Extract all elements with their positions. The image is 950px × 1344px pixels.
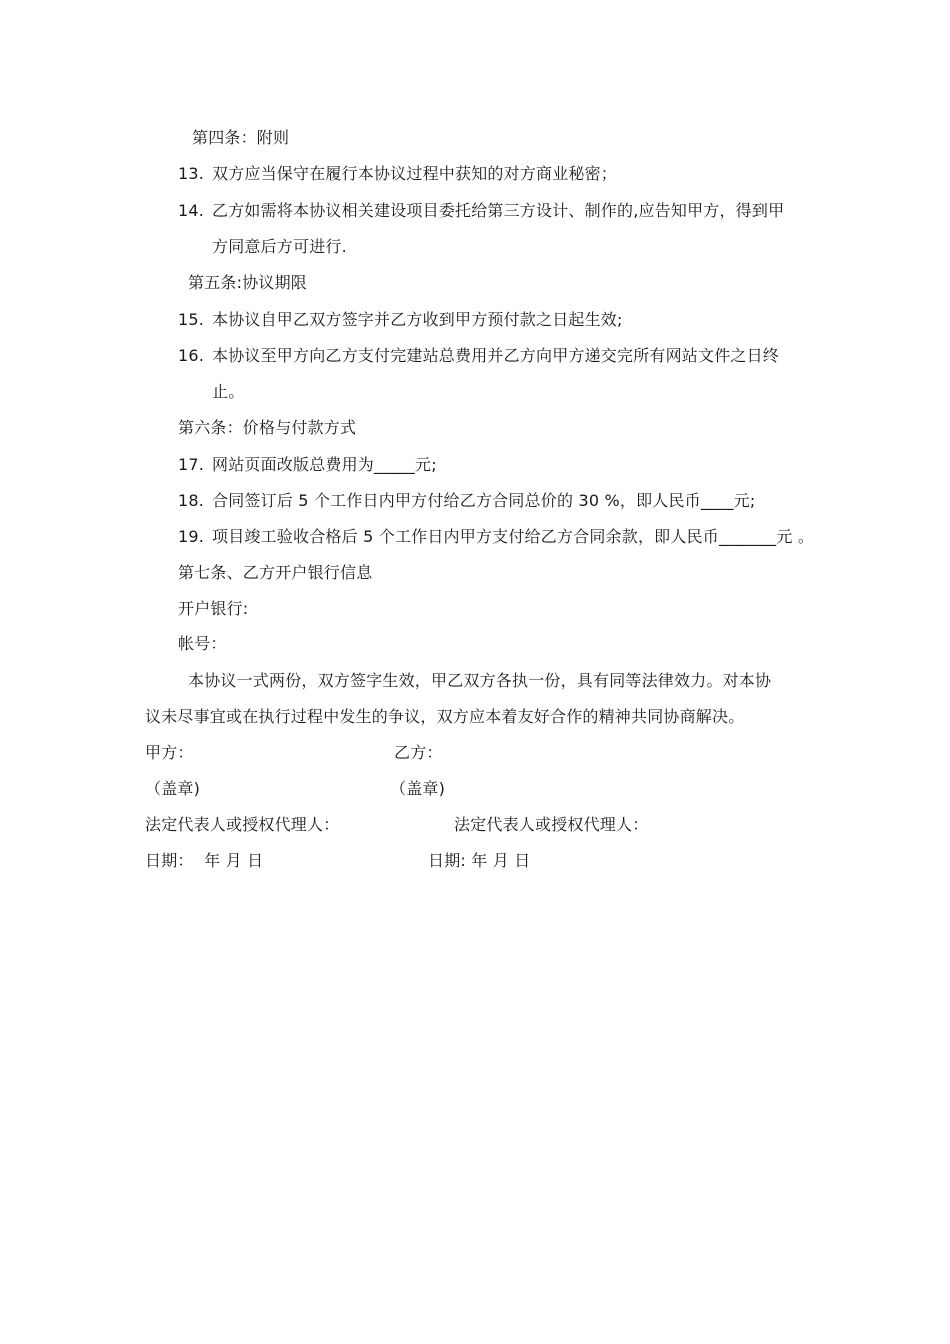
clause-number: 17. xyxy=(178,455,205,474)
clause-16-continuation: 止。 xyxy=(212,382,245,401)
clause-text: 乙方如需将本协议相关建设项目委托给第三方设计、制作的,应告知甲方，得到甲 xyxy=(212,201,785,220)
party-a-date: 日期： 年 月 日 xyxy=(145,851,264,870)
article-5-heading: 第五条:协议期限 xyxy=(188,273,307,292)
clause-15 xyxy=(178,310,623,330)
party-b-date: 日期: 年 月 日 xyxy=(428,851,531,870)
clause-14 xyxy=(178,201,784,221)
clause-text: 双方应当保守在履行本协议过程中获知的对方商业秘密； xyxy=(212,164,618,183)
clause-number: 15. xyxy=(178,310,205,329)
clause-14-continuation: 方同意后方可进行. xyxy=(212,237,347,256)
article-7-heading: 第七条、乙方开户银行信息 xyxy=(178,563,373,582)
clause-16 xyxy=(178,346,779,366)
clause-text: 网站页面改版总费用为_____元; xyxy=(212,455,437,474)
party-a-label: 甲方： xyxy=(145,743,194,762)
article-6-heading: 第六条：价格与付款方式 xyxy=(178,418,357,437)
bank-name-label: 开户银行: xyxy=(178,599,249,618)
clause-number: 18. xyxy=(178,491,205,510)
clause-number: 14. xyxy=(178,201,205,220)
article-4-heading: 第四条：附则 xyxy=(192,128,290,147)
clause-text: 项目竣工验收合格后 5 个工作日内甲方支付给乙方合同余款，即人民币_______元 。 xyxy=(212,527,815,546)
party-b-label: 乙方： xyxy=(394,743,443,762)
clause-13 xyxy=(178,164,617,184)
account-label: 帐号： xyxy=(178,634,227,653)
clause-17 xyxy=(178,455,437,475)
party-a-representative: 法定代表人或授权代理人： xyxy=(145,815,340,834)
party-a-seal: （盖章) xyxy=(145,779,201,798)
closing-paragraph-line-2: 议未尽事宜或在执行过程中发生的争议，双方应本着友好合作的精神共同协商解决。 xyxy=(145,707,745,726)
clause-text: 合同签订后 5 个工作日内甲方付给乙方合同总价的 30 %，即人民币____元; xyxy=(212,491,756,510)
clause-text: 本协议自甲乙双方签字并乙方收到甲方预付款之日起生效; xyxy=(212,310,623,329)
clause-text: 本协议至甲方向乙方支付完建站总费用并乙方向甲方递交完所有网站文件之日终 xyxy=(212,346,780,365)
clause-number: 16. xyxy=(178,346,205,365)
clause-18 xyxy=(178,491,755,511)
clause-number: 19. xyxy=(178,527,205,546)
clause-19 xyxy=(178,527,814,547)
party-b-seal: （盖章) xyxy=(390,779,446,798)
closing-paragraph-line-1: 本协议一式两份，双方签字生效，甲乙双方各执一份，具有同等法律效力。对本协 xyxy=(188,671,772,690)
party-b-representative: 法定代表人或授权代理人： xyxy=(454,815,649,834)
clause-number: 13. xyxy=(178,164,205,183)
